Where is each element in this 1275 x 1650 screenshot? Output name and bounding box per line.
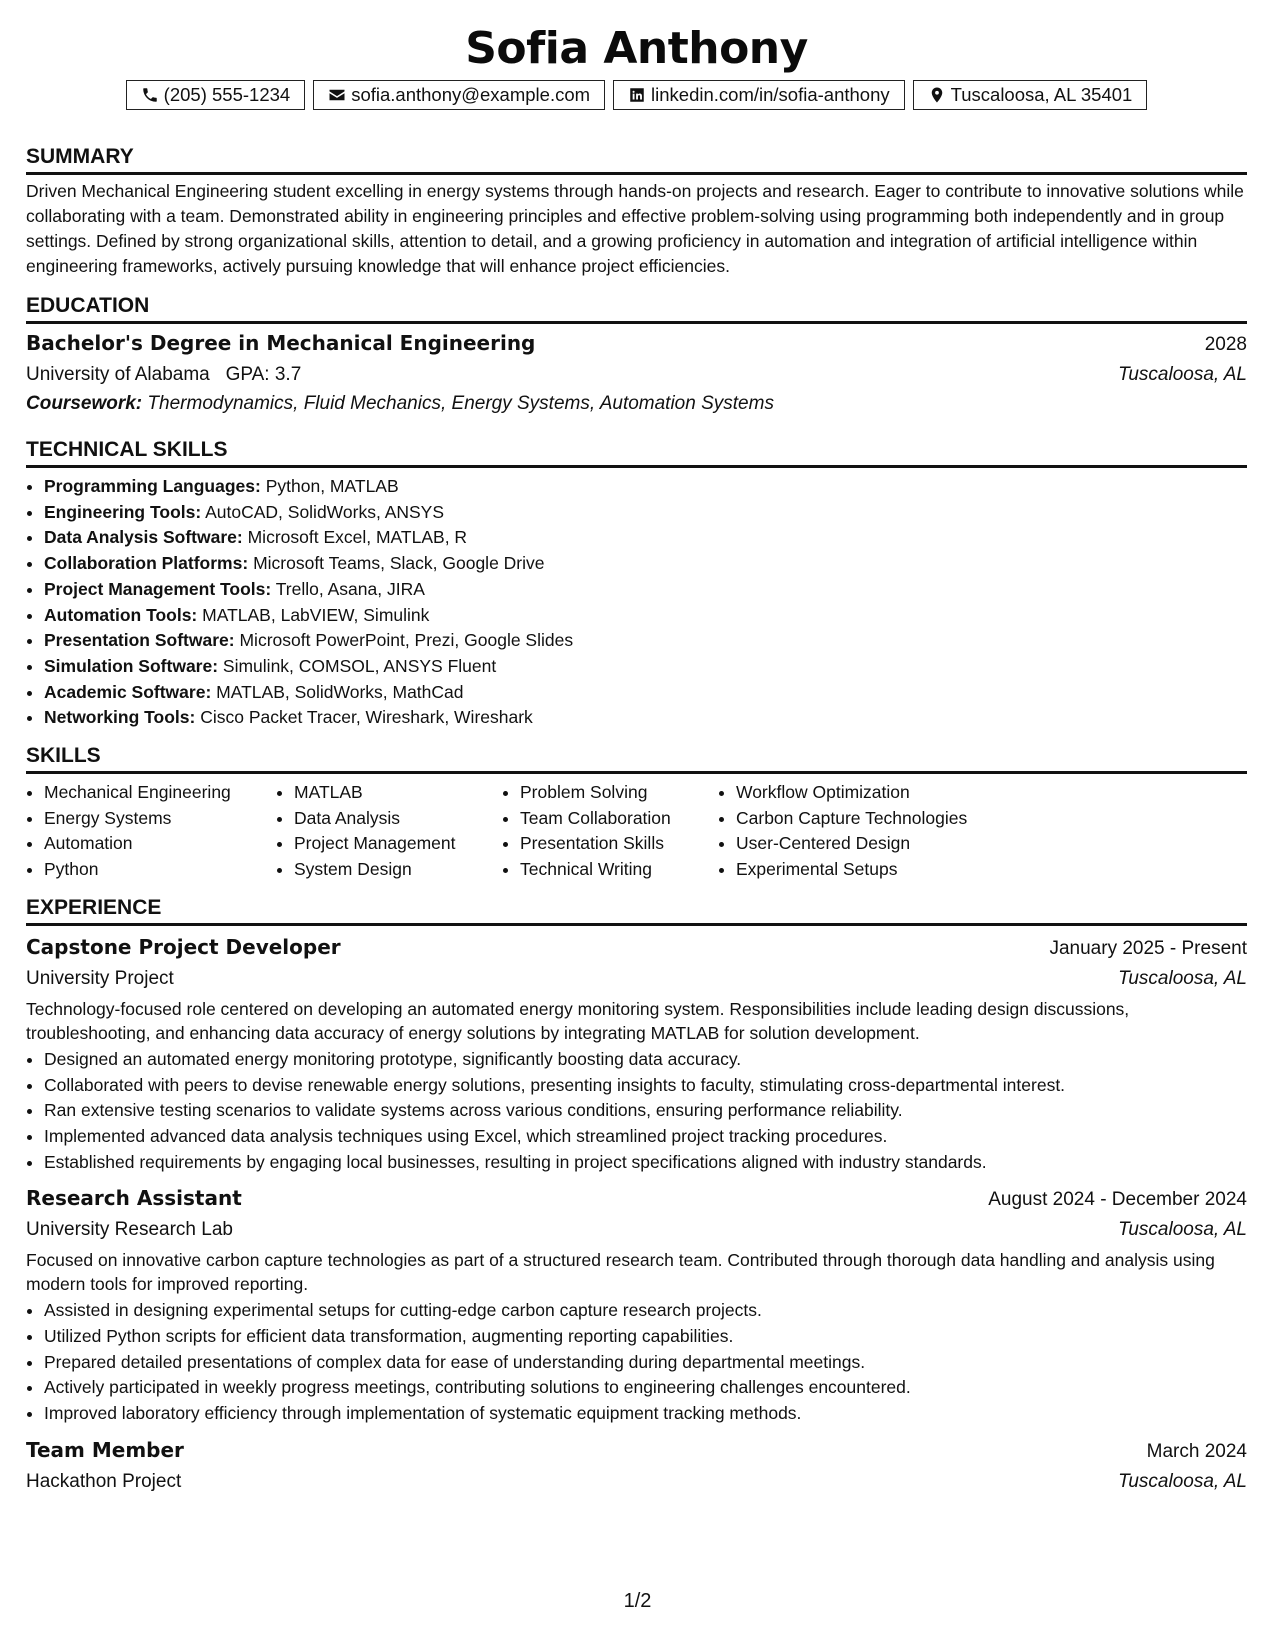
candidate-name: Sofia Anthony [465, 23, 808, 74]
tech-skill-item [44, 577, 1247, 603]
job-title: Capstone Project Developer [26, 934, 341, 959]
education-row-2 [26, 360, 1247, 389]
summary-text: Driven Mechanical Engineering student excelling in energy systems through hands-on projects and research. Eager to contribute to innovative solutions while collaborating with a team. Demonstrated ability in engineering principles and effective problem-solving using programming both independently and in group settings. Defined by strong organizational skills, attention to detail, and a growing proficiency in automation and integration of artificial intelligence within engineering frameworks, actively pursuing knowledge that will enhance project efficiencies. [26, 181, 1244, 276]
job-bullet: • Collaborated with peers to devise renewable energy solutions, presenting insights to faculty, stimulating cross-departmental interest. [44, 1073, 1247, 1099]
tech-skill-value: AutoCAD, SolidWorks, ANSYS [205, 501, 445, 522]
job-location: Tuscaloosa, AL [1118, 1470, 1247, 1492]
job-organization: Hackathon Project [26, 1470, 182, 1492]
tech-skill-item [44, 551, 1247, 577]
skill-item: • Data Analysis [294, 806, 502, 832]
tech-skill-value: Trello, Asana, JIRA [275, 578, 425, 599]
skill-item: • Experimental Setups [736, 857, 1036, 883]
skill-item: • Carbon Capture Technologies [736, 806, 1036, 832]
envelope-icon [328, 86, 346, 104]
tech-skill-value: MATLAB, LabVIEW, Simulink [202, 604, 430, 625]
job-bullets [26, 1047, 1247, 1176]
resume-page [26, 22, 1247, 1496]
tech-skill-label: Presentation Software: [44, 630, 235, 651]
skill-item: • Team Collaboration [520, 806, 718, 832]
job-bullet: • Improved laboratory efficiency through implementation of systematic equipment tracking methods. [44, 1401, 1247, 1427]
technical-skills-heading: TECHNICAL SKILLS [26, 437, 1247, 468]
skills-column [276, 780, 502, 883]
tech-skill-label: Data Analysis Software: [44, 527, 243, 548]
job-bullet: • Actively participated in weekly progress meetings, contributing solutions to engineering challenges encountered. [44, 1375, 1247, 1401]
experience-entry [26, 1183, 1247, 1427]
job-bullet: • Ran extensive testing scenarios to validate systems across various conditions, ensuring performance reliability. [44, 1098, 1247, 1124]
job-bullet: • Implemented advanced data analysis techniques using Excel, which streamlined project tracking procedures. [44, 1124, 1247, 1150]
linkedin-icon [628, 86, 646, 104]
page-number: 1/2 [623, 1590, 652, 1612]
contact-bar [26, 80, 1247, 110]
experience-heading: EXPERIENCE [26, 895, 1247, 926]
skills-column [26, 780, 276, 883]
contact-location-text: Tuscaloosa, AL 35401 [950, 84, 1133, 105]
experience-row-2 [26, 1467, 1247, 1496]
skill-item: • Technical Writing [520, 857, 718, 883]
tech-skill-item [44, 705, 1247, 731]
experience-row-1 [26, 1435, 1247, 1467]
contact-phone-text: (205) 555-1234 [163, 84, 291, 105]
tech-skill-value: Microsoft Teams, Slack, Google Drive [253, 553, 545, 574]
skill-item: • System Design [294, 857, 502, 883]
contact-email[interactable] [313, 80, 605, 110]
skills-column [502, 780, 718, 883]
job-title: Team Member [26, 1437, 184, 1462]
education-row-1 [26, 328, 1247, 360]
degree-title: Bachelor's Degree in Mechanical Engineering [26, 331, 536, 355]
coursework [26, 389, 1247, 419]
skill-item: • Problem Solving [520, 780, 718, 806]
tech-skill-value: Python, MATLAB [265, 476, 399, 496]
experience-row-2 [26, 964, 1247, 993]
experience-entry [26, 932, 1247, 1176]
tech-skill-label: Programming Languages: [44, 476, 261, 496]
job-bullet: • Utilized Python scripts for efficient data transformation, augmenting reporting capabilities. [44, 1324, 1247, 1350]
school-location: Tuscaloosa, AL [1118, 364, 1247, 385]
job-organization: University Project [26, 967, 174, 989]
tech-skill-item [44, 680, 1247, 706]
job-organization: University Research Lab [26, 1219, 233, 1241]
skill-item: • Energy Systems [44, 806, 276, 832]
job-bullet: • Prepared detailed presentations of complex data for ease of understanding during departmental meetings. [44, 1350, 1247, 1376]
skills-heading: SKILLS [26, 743, 1247, 774]
skill-item: • MATLAB [294, 780, 502, 806]
experience-row-1 [26, 932, 1247, 964]
job-date: August 2024 - December 2024 [988, 1189, 1247, 1211]
contact-phone[interactable] [126, 80, 306, 110]
tech-skill-label: Automation Tools: [44, 604, 198, 625]
phone-icon [141, 86, 159, 104]
skill-item: • Python [44, 857, 276, 883]
experience-list [26, 932, 1247, 1496]
job-title: Research Assistant [26, 1186, 242, 1211]
job-location: Tuscaloosa, AL [1118, 1219, 1247, 1241]
tech-skill-label: Collaboration Platforms: [44, 553, 249, 574]
skill-item: • Presentation Skills [520, 831, 718, 857]
contact-location [913, 80, 1148, 110]
skills-section [26, 743, 1247, 883]
school-name: University of Alabama [26, 364, 210, 385]
skills-grid [26, 780, 1247, 883]
tech-skill-item [44, 525, 1247, 551]
tech-skill-value: Simulink, COMSOL, ANSYS Fluent [222, 655, 497, 676]
contact-email-text: sofia.anthony@example.com [351, 84, 591, 105]
tech-skill-label: Engineering Tools: [44, 501, 202, 522]
job-bullet: • Assisted in designing experimental setups for cutting-edge carbon capture research projects. [44, 1298, 1247, 1324]
summary-heading: SUMMARY [26, 144, 1247, 175]
job-bullet: • Established requirements by engaging local businesses, resulting in project specifications aligned with industry standards. [44, 1150, 1247, 1176]
skills-column [718, 780, 1036, 883]
job-bullets [26, 1298, 1247, 1427]
tech-skill-label: Networking Tools: [44, 707, 196, 728]
tech-skill-label: Academic Software: [44, 681, 212, 702]
tech-skill-item [44, 654, 1247, 680]
skill-item: • User-Centered Design [736, 831, 1036, 857]
tech-skill-label: Simulation Software: [44, 655, 219, 676]
tech-skill-value: Microsoft Excel, MATLAB, R [247, 527, 468, 548]
map-pin-icon [928, 86, 946, 104]
tech-skill-value: Microsoft PowerPoint, Prezi, Google Slides [239, 630, 574, 651]
school-line [26, 360, 301, 389]
technical-skills-list [26, 474, 1247, 731]
coursework-label: Coursework: [26, 393, 143, 414]
tech-skill-label: Project Management Tools: [44, 578, 272, 599]
job-date: January 2025 - Present [1049, 937, 1247, 959]
tech-skill-item [44, 628, 1247, 654]
experience-section [26, 895, 1247, 1496]
contact-linkedin-text: linkedin.com/in/sofia-anthony [651, 84, 890, 105]
job-description: Technology-focused role centered on developing an automated energy monitoring system. Responsibilities include leading design discussions, troubleshooting, and enhancing data accuracy of energy solutions by integrating MATLAB for solution development. [26, 998, 1130, 1043]
graduation-year: 2028 [1204, 334, 1247, 355]
job-bullet: • Designed an automated energy monitoring prototype, significantly boosting data accuracy. [44, 1047, 1247, 1073]
summary-section [26, 144, 1247, 279]
job-location: Tuscaloosa, AL [1118, 967, 1247, 989]
tech-skill-item [44, 474, 1247, 500]
experience-row-1 [26, 1183, 1247, 1215]
skill-item: • Automation [44, 831, 276, 857]
gpa: GPA: 3.7 [225, 364, 302, 385]
tech-skill-item [44, 603, 1247, 629]
skill-item: • Project Management [294, 831, 502, 857]
education-heading: EDUCATION [26, 293, 1247, 324]
skill-item: • Mechanical Engineering [44, 780, 276, 806]
tech-skill-value: MATLAB, SolidWorks, MathCad [216, 681, 464, 702]
job-description: Focused on innovative carbon capture technologies as part of a structured research team. Contributed through thorough data handling and analysis using modern tools for improved reporting. [26, 1250, 1215, 1295]
technical-skills-section [26, 437, 1247, 731]
tech-skill-item [44, 500, 1247, 526]
education-section [26, 293, 1247, 419]
coursework-list: Thermodynamics, Fluid Mechanics, Energy Systems, Automation Systems [147, 393, 774, 414]
skill-item: • Workflow Optimization [736, 780, 1036, 806]
job-date: March 2024 [1146, 1440, 1247, 1462]
experience-row-2 [26, 1215, 1247, 1244]
contact-linkedin[interactable] [613, 80, 905, 110]
tech-skill-value: Cisco Packet Tracer, Wireshark, Wireshark [200, 707, 533, 728]
experience-entry [26, 1435, 1247, 1496]
